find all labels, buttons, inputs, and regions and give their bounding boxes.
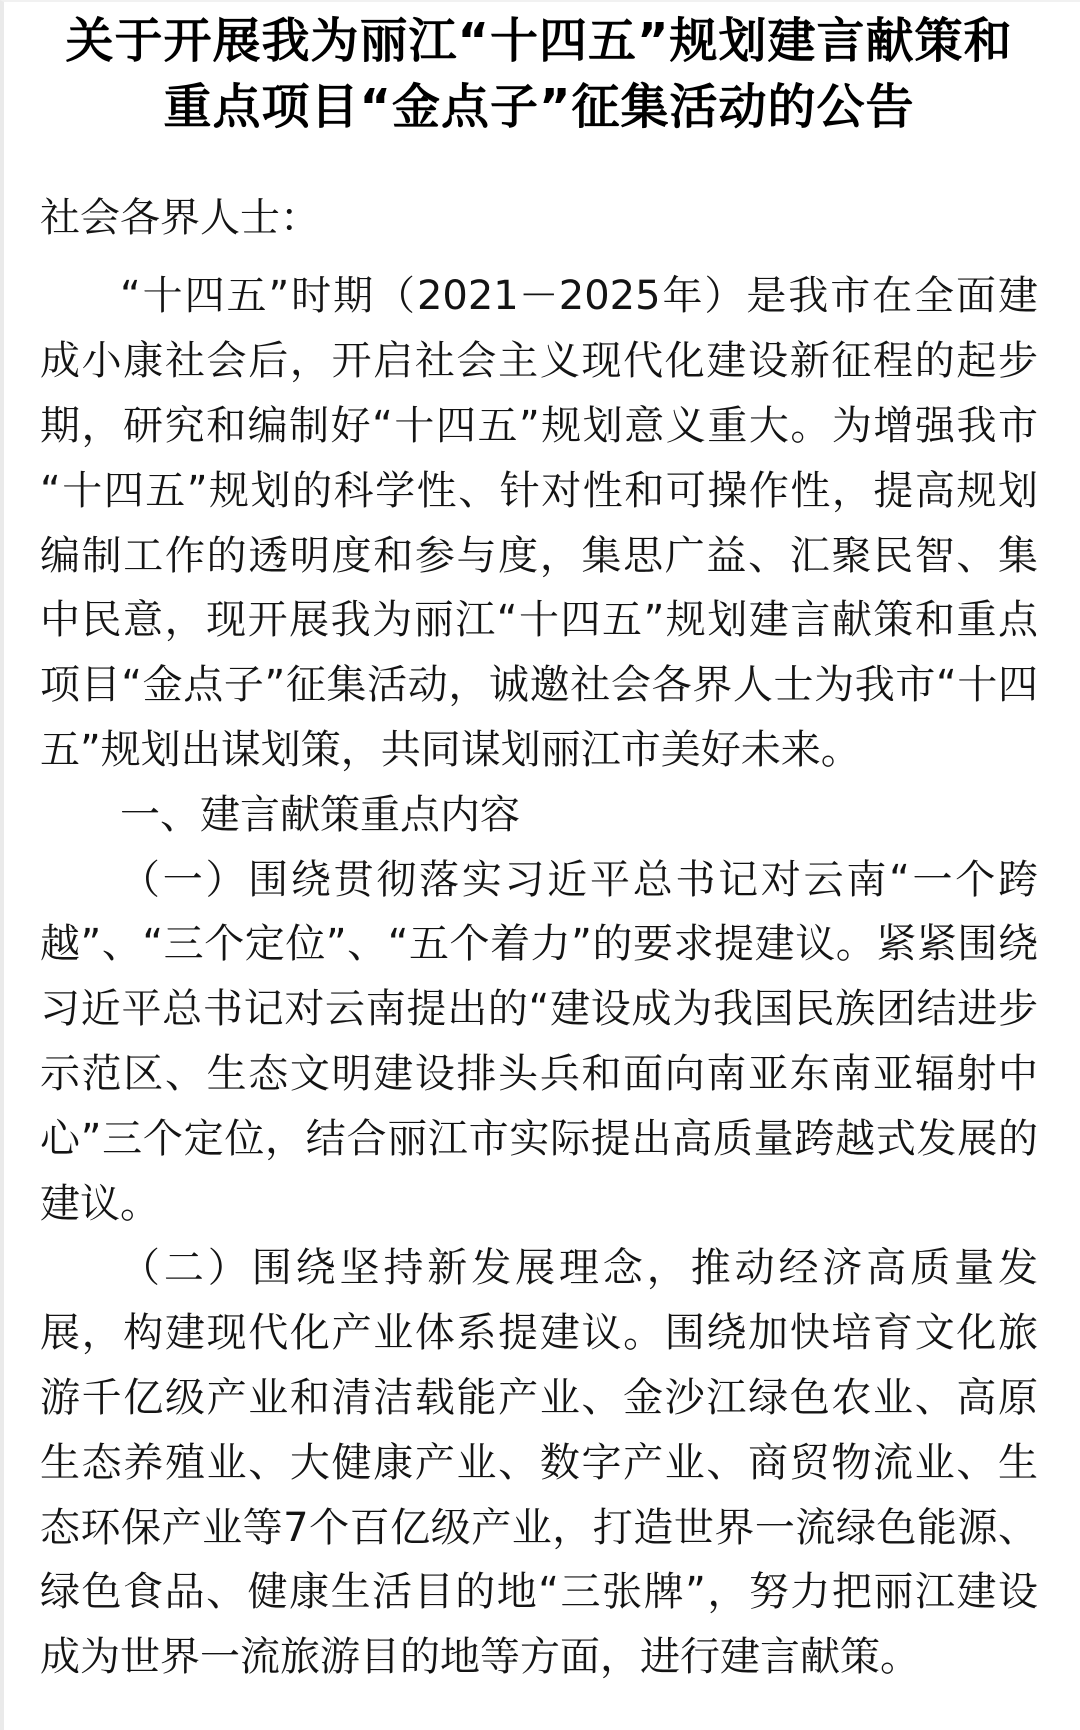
title-line-2: 重点项目“金点子”征集活动的公告 [163,79,915,136]
title-line-1: 关于开展我为丽江“十四五”规划建言献策和 [65,13,1013,69]
document-title [40,8,1038,140]
section-heading-key-content: 一、建言献策重点内容 [120,791,520,838]
paragraph-item-two: （二）围绕坚持新发展理念，推动经济高质量发展，构建现代化产业体系提建议。围绕加快培育文化旅游千亿级产业和清洁载能产业、金沙江绿色农业、高原生态养殖业、大健康产业、数字产业、商贸物流业、生态环保产业等7个百亿级产业，打造世界一流绿色能源、绿色食品、健康生活目的地“三张牌”，努力把丽江建设成为世界一流旅游目的地等方面，进行建言献策。 [40,1245,1038,1681]
paragraph-item-one: （一）围绕贯彻落实习近平总书记对云南“一个跨越”、“三个定位”、“五个着力”的要求提建议。紧紧围绕习近平总书记对云南提出的“建设成为我国民族团结进步示范区、生态文明建设排头兵和面向南亚东南亚辐射中心”三个定位，结合丽江市实际提出高质量跨越式发展的建议。 [40,856,1038,1227]
salutation: 社会各界人士： [40,195,320,242]
paragraph-intro: “十四五”时期（2021－2025年）是我市在全面建成小康社会后，开启社会主义现代化建设新征程的起步期，研究和编制好“十四五”规划意义重大。为增强我市“十四五”规划的科学性、针对性和可操作性，提高规划编制工作的透明度和参与度，集思广益、汇聚民智、集中民意，现开展我为丽江“十四五”规划建言献策和重点项目“金点子”征集活动，诚邀社会各界人士为我市“十四五”规划出谋划策，共同谋划丽江市美好未来。 [40,273,1038,774]
